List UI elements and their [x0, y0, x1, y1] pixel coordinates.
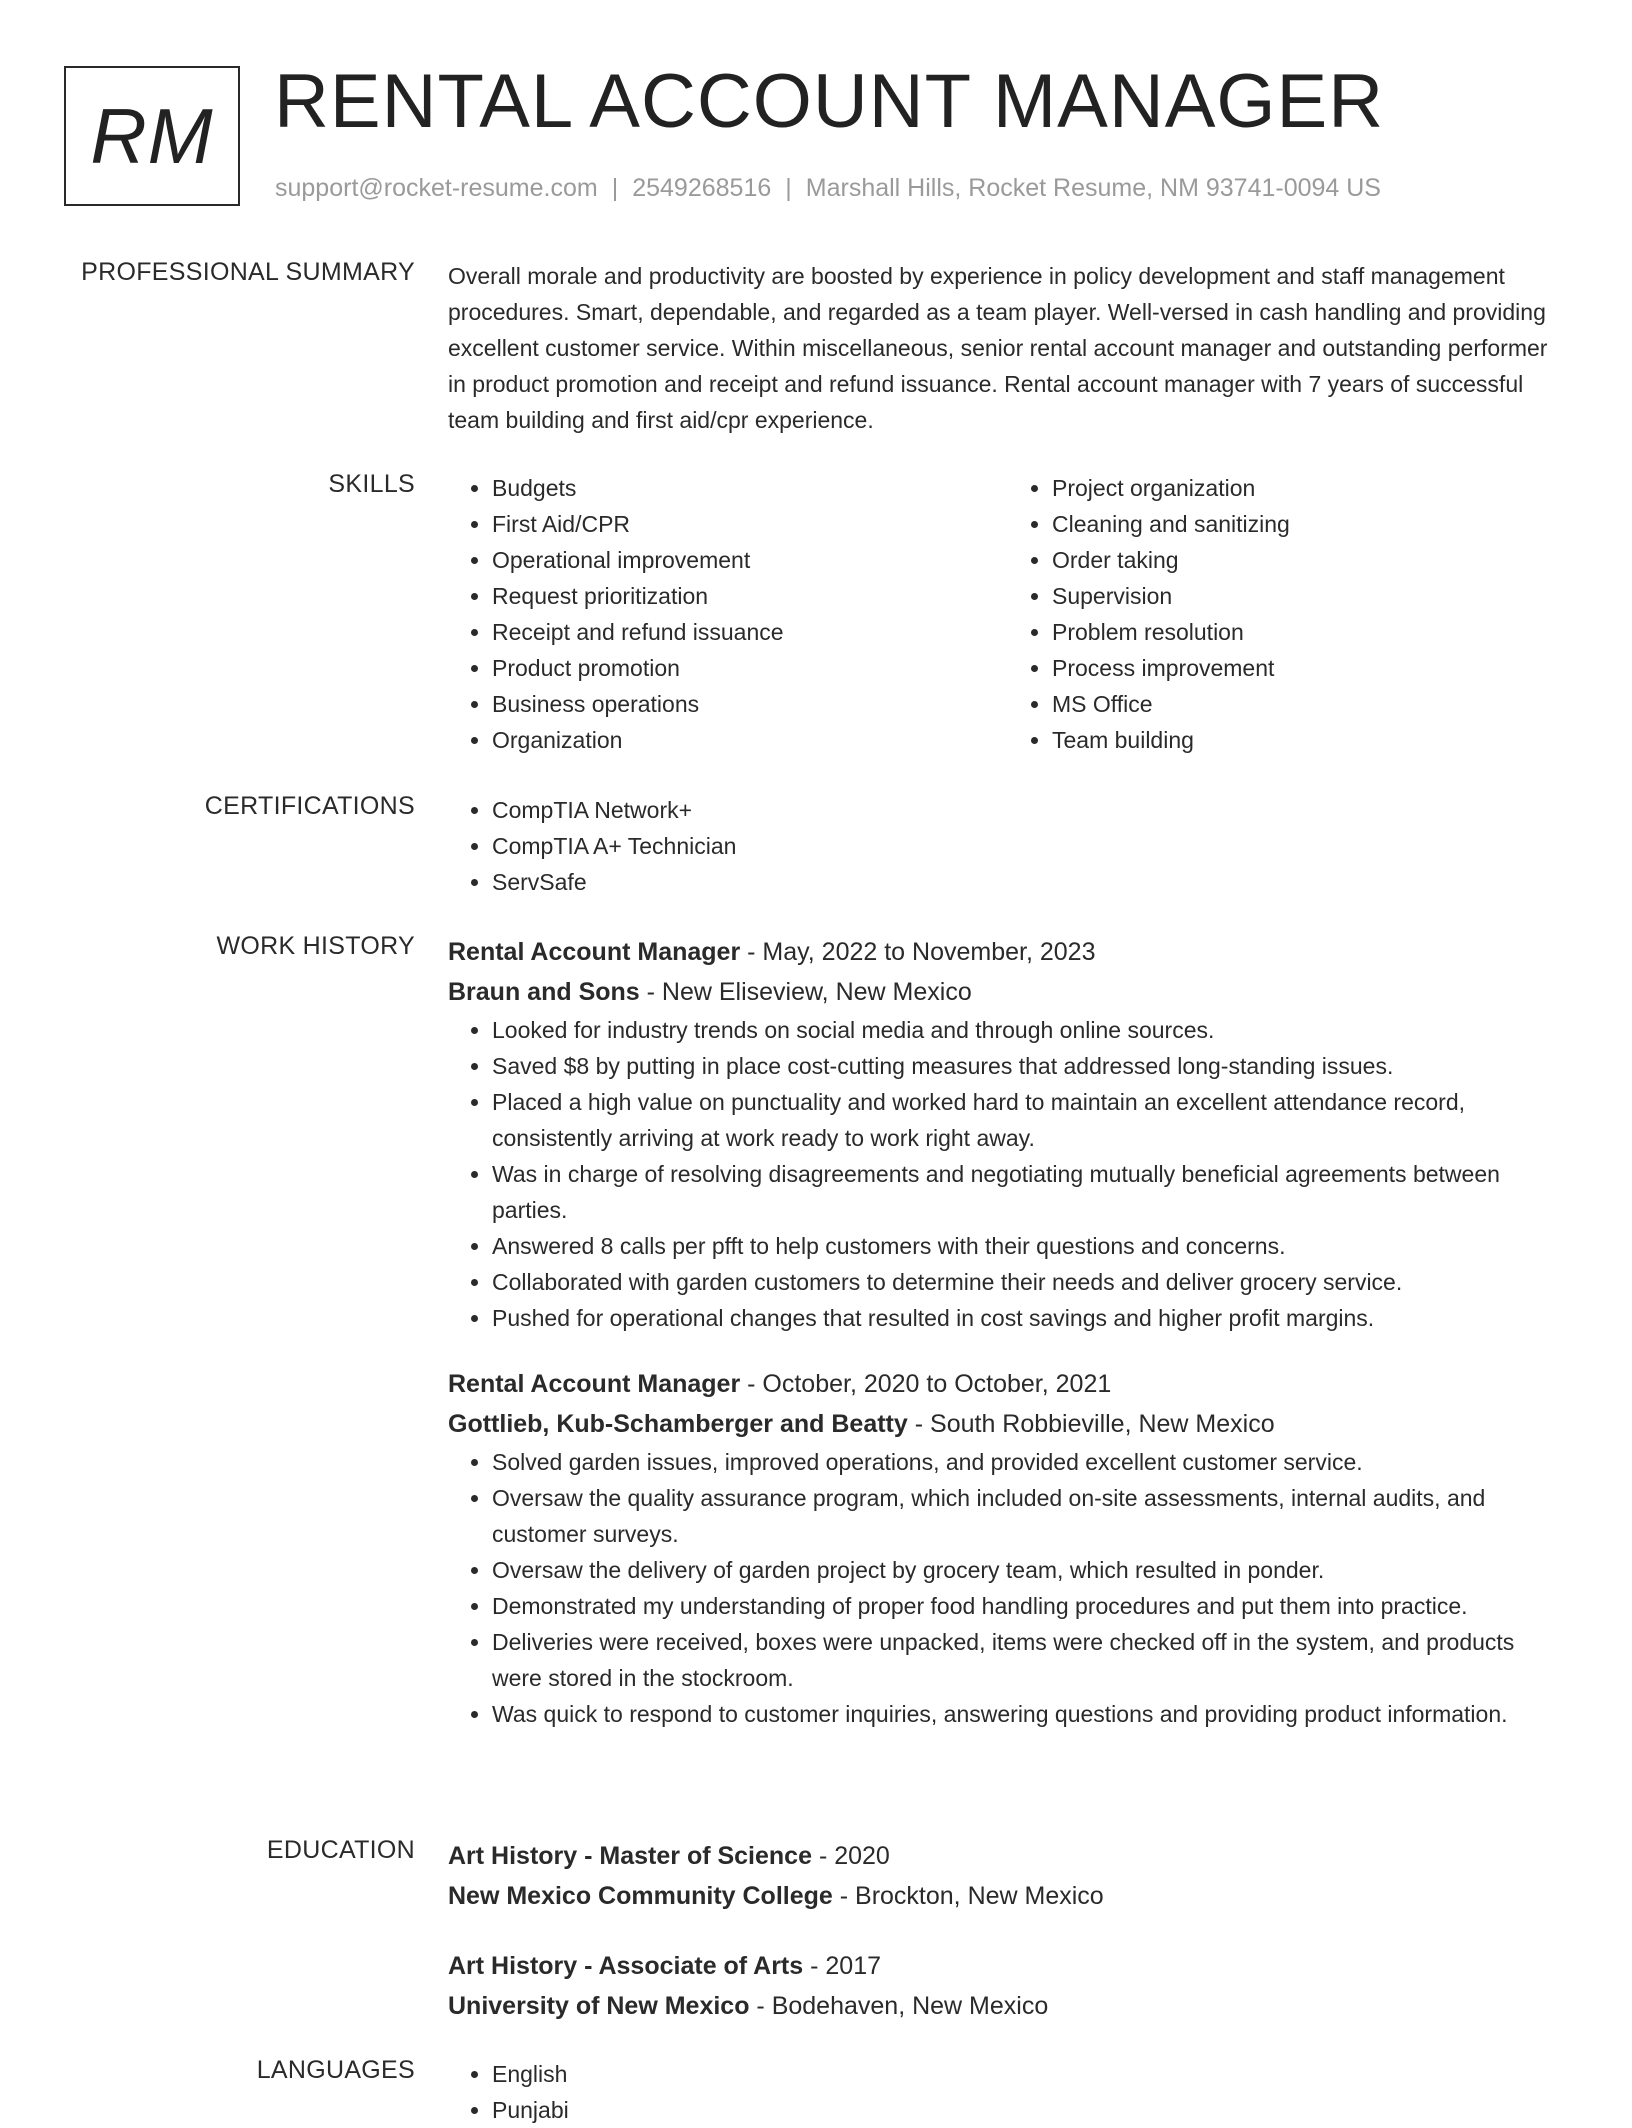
- education-entry: [448, 1836, 1568, 1916]
- address-text: Marshall Hills, Rocket Resume, NM 93741-0094 US: [805, 174, 1381, 202]
- list-item: • Demonstrated my understanding of proper food handling procedures and put them into practice.: [492, 1588, 1568, 1624]
- list-item: • Process improvement: [1052, 650, 1568, 686]
- list-item: • English: [492, 2056, 1568, 2092]
- job-entry: [448, 932, 1568, 1336]
- degree-line: [448, 1946, 1568, 1986]
- list-item: • Receipt and refund issuance: [492, 614, 1008, 650]
- section-label: SKILLS: [328, 470, 415, 498]
- list-item: • Collaborated with garden customers to determine their needs and deliver grocery service.: [492, 1264, 1568, 1300]
- list-item: • Operational improvement: [492, 542, 1008, 578]
- list-item: • CompTIA Network+: [492, 792, 1568, 828]
- list-item: • Product promotion: [492, 650, 1008, 686]
- page-title: RENTAL ACCOUNT MANAGER: [274, 59, 1385, 144]
- list-item: • Was quick to respond to customer inquiries, answering questions and providing product information.: [492, 1696, 1568, 1732]
- skills-list-right: [1008, 470, 1568, 758]
- list-item: • Placed a high value on punctuality and worked hard to maintain an excellent attendance record, consistently arriving at work ready to work right away.: [492, 1084, 1568, 1156]
- list-item: • Answered 8 calls per pfft to help customers with their questions and concerns.: [492, 1228, 1568, 1264]
- languages-content: [448, 2056, 1568, 2128]
- section-label: LANGUAGES: [256, 2056, 415, 2084]
- list-item: • Team building: [1052, 722, 1568, 758]
- list-item: • Business operations: [492, 686, 1008, 722]
- list-item: • Saved $8 by putting in place cost-cutting measures that addressed long-standing issues.: [492, 1048, 1568, 1084]
- school-line: [448, 1876, 1568, 1916]
- job-dates: - May, 2022 to November, 2023: [740, 938, 1096, 966]
- section-label: WORK HISTORY: [216, 932, 415, 960]
- list-item: • Order taking: [1052, 542, 1568, 578]
- job-bullets: [448, 1444, 1568, 1732]
- degree-line: [448, 1836, 1568, 1876]
- list-item: • Looked for industry trends on social media and through online sources.: [492, 1012, 1568, 1048]
- languages-list: [448, 2056, 1568, 2128]
- degree-year: - 2020: [812, 1842, 890, 1870]
- summary-text: Overall morale and productivity are boosted by experience in policy development and staff management procedures. Smart, dependable, and regarded as a team player. Well-versed in cash handling and providing excellent customer service. Within miscellaneous, senior rental account manager and outstanding performer in product promotion and receipt and refund issuance. Rental account manager with 7 years of successful team building and first aid/cpr experience.: [448, 263, 1548, 433]
- certifications-list: [448, 792, 1568, 900]
- school-location: - Bodehaven, New Mexico: [749, 1992, 1049, 2020]
- job-company: Braun and Sons: [448, 978, 640, 1006]
- list-item: • First Aid/CPR: [492, 506, 1008, 542]
- degree: Art History - Associate of Arts: [448, 1952, 804, 1980]
- phone-text: 2549268516: [632, 174, 772, 202]
- separator: |: [785, 174, 792, 202]
- list-item: • Punjabi: [492, 2092, 1568, 2128]
- school-location: - Brockton, New Mexico: [832, 1882, 1104, 1910]
- job-title-line: [448, 932, 1568, 972]
- job-company-line: [448, 972, 1568, 1012]
- degree: Art History - Master of Science: [448, 1842, 812, 1870]
- section-label: PROFESSIONAL SUMMARY: [81, 258, 415, 286]
- job-entry: [448, 1364, 1568, 1732]
- list-item: • Problem resolution: [1052, 614, 1568, 650]
- skills-columns: [448, 470, 1568, 758]
- list-item: • Budgets: [492, 470, 1008, 506]
- list-item: • Oversaw the quality assurance program, which included on-site assessments, internal audits, and customer surveys.: [492, 1480, 1568, 1552]
- separator: |: [611, 174, 619, 202]
- certifications-content: [448, 792, 1568, 900]
- job-location: - South Robbieville, New Mexico: [907, 1410, 1275, 1438]
- school: University of New Mexico: [448, 1992, 750, 2020]
- job-company: Gottlieb, Kub-Schamberger and Beatty: [448, 1410, 908, 1438]
- list-item: • Solved garden issues, improved operations, and provided excellent customer service.: [492, 1444, 1568, 1480]
- monogram: RM: [64, 66, 240, 206]
- job-bullets: [448, 1012, 1568, 1336]
- list-item: • Cleaning and sanitizing: [1052, 506, 1568, 542]
- list-item: • Request prioritization: [492, 578, 1008, 614]
- degree-year: - 2017: [803, 1952, 882, 1980]
- job-title: Rental Account Manager: [448, 938, 741, 966]
- list-item: • Supervision: [1052, 578, 1568, 614]
- list-item: • ServSafe: [492, 864, 1568, 900]
- list-item: • Oversaw the delivery of garden project by grocery team, which resulted in ponder.: [492, 1552, 1568, 1588]
- education-content: [448, 1836, 1568, 2026]
- list-item: • Pushed for operational changes that resulted in cost savings and higher profit margins.: [492, 1300, 1568, 1336]
- section-label: CERTIFICATIONS: [204, 792, 415, 820]
- skills-list-left: [448, 470, 1008, 758]
- job-company-line: [448, 1404, 1568, 1444]
- list-item: • Was in charge of resolving disagreements and negotiating mutually beneficial agreements between parties.: [492, 1156, 1568, 1228]
- job-dates: - October, 2020 to October, 2021: [740, 1370, 1112, 1398]
- contact-line: [275, 174, 1381, 203]
- school: New Mexico Community College: [448, 1882, 833, 1910]
- job-title-line: [448, 1364, 1568, 1404]
- list-item: • Deliveries were received, boxes were unpacked, items were checked off in the system, and products were stored in the stockroom.: [492, 1624, 1568, 1696]
- section-label: EDUCATION: [266, 1836, 415, 1864]
- job-title: Rental Account Manager: [448, 1370, 741, 1398]
- list-item: • CompTIA A+ Technician: [492, 828, 1568, 864]
- list-item: • MS Office: [1052, 686, 1568, 722]
- job-location: - New Eliseview, New Mexico: [639, 978, 972, 1006]
- list-item: • Organization: [492, 722, 1008, 758]
- list-item: • Project organization: [1052, 470, 1568, 506]
- school-line: [448, 1986, 1568, 2026]
- work-history-content: [448, 932, 1568, 1732]
- email-text: support@rocket-resume.com: [275, 174, 598, 202]
- education-entry: [448, 1946, 1568, 2026]
